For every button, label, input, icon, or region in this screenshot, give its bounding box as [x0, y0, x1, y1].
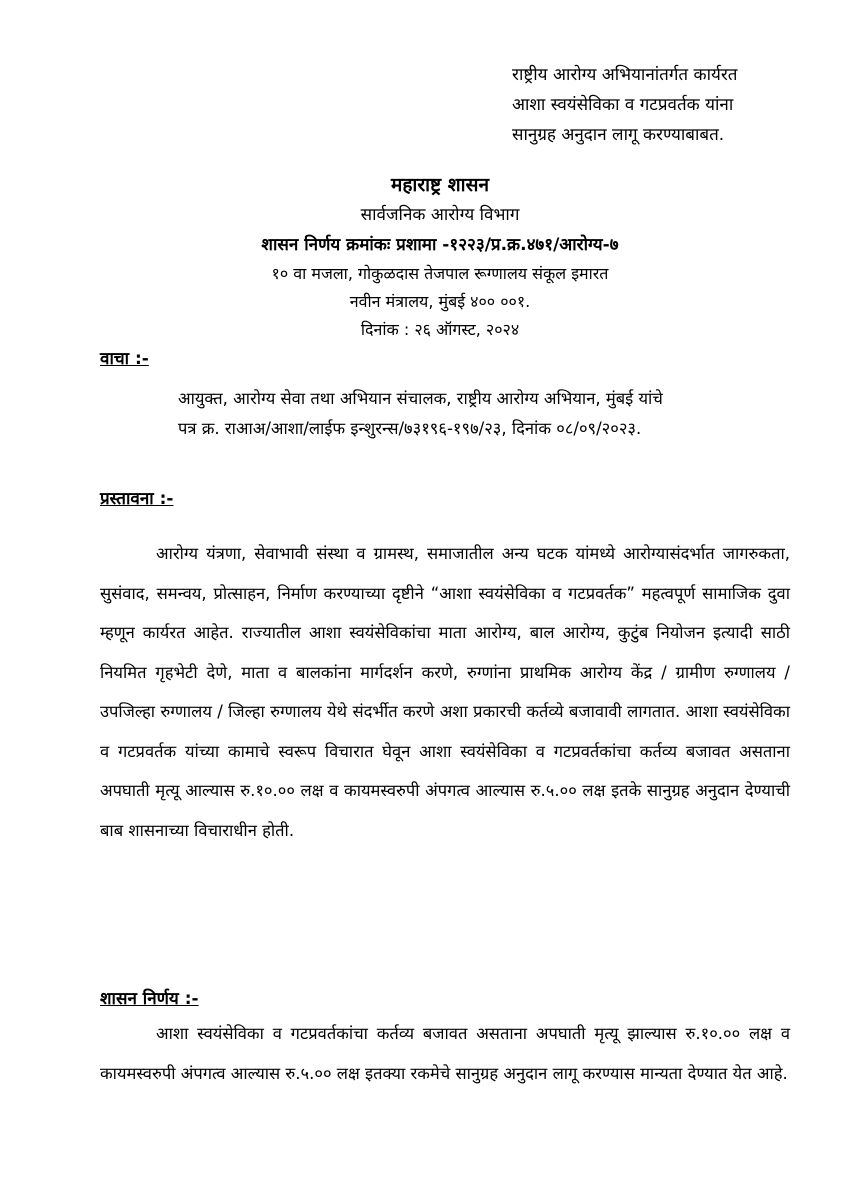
read-reference — [178, 384, 798, 444]
document-date: दिनांक : २६ ऑगस्ट, २०२४ — [360, 320, 520, 339]
gr-number: शासन निर्णय क्रमांकः प्रशामा -१२२३/प्र.क्र.४७१/आरोग्य-७ — [261, 235, 619, 255]
subject-line-3: सानुग्रह अनुदान लागू करण्याबाबत. — [512, 125, 725, 145]
document-header — [130, 170, 750, 344]
preamble-paragraph: आरोग्य यंत्रणा, सेवाभावी संस्था व ग्रामस्थ, समाजातील अन्य घटक यांमध्ये आरोग्यासंदर्भात जागरुकता, सुसंवाद, समन्वय, प्रोत्साहन, निर्माण करण्याच्या दृष्टीने “आशा स्वयंसेविका व गटप्रवर्तक” महत्वपूर्ण सामाजिक दुवा म्हणून कार्यरत आहेत. राज्यातील आशा स्वयंसेविकांचा माता आरोग्य, बाल आरोग्य, कुटुंब नियोजन इत्यादी साठी नियमित गृहभेटी देणे, माता व बालकांना मार्गदर्शन करणे, रुग्णांना प्राथमिक आरोग्य केंद्र / ग्रामीण रुग्णालय / उपजिल्हा रुग्णालय / जिल्हा रुग्णालय येथे संदर्भीत करणे अशा प्रकारची कर्तव्ये बजावावी लागतात. आशा स्वयंसेविका व गटप्रवर्तक यांच्या कामाचे स्वरूप विचारात घेवून आशा स्वयंसेविका व गटप्रवर्तकांचा कर्तव्य बजावत असताना अपघाती मृत्यू आल्यास रु.१०.०० लक्ष व कायमस्वरुपी अंपगत्व आल्यास रु.५.०० लक्ष इतके सानुग्रह अनुदान देण्याची बाब शासनाच्या विचाराधीन होती. — [100, 544, 790, 840]
read-heading: वाचा :- — [100, 349, 149, 369]
department-name: सार्वजनिक आरोग्य विभाग — [360, 205, 520, 225]
government-name: महाराष्ट्र शासन — [390, 174, 489, 196]
preamble-heading: प्रस्तावना :- — [100, 489, 174, 509]
read-line-2: पत्र क्र. राआअ/आशा/लाईफ इन्शुरन्स/७३१९६-१९७/२३, दिनांक ०८/०९/२०२३. — [178, 419, 642, 438]
subject-line-1: राष्ट्रीय आरोग्य अभियानांतर्गत कार्यरत — [512, 65, 738, 85]
read-line-1: आयुक्त, आरोग्य सेवा तथा अभियान संचालक, राष्ट्रीय आरोग्य अभियान, मुंबई यांचे — [178, 389, 663, 408]
address-line-2: नवीन मंत्रालय, मुंबई ४०० ००१. — [349, 292, 531, 311]
decision-paragraph: आशा स्वयंसेविका व गटप्रवर्तकांचा कर्तव्य बजावत असताना अपघाती मृत्यू झाल्यास रु.१०.०० लक्ष व कायमस्वरुपी अंपगत्व आल्यास रु.५.०० लक्ष इतक्या रकमेचे सानुग्रह अनुदान लागू करण्यास मान्यता देण्यात येत आहे. — [100, 1024, 790, 1083]
subject-line-2: आशा स्वयंसेविका व गटप्रवर्तक यांना — [512, 95, 734, 115]
decision-heading: शासन निर्णय :- — [100, 989, 199, 1009]
address-line-1: १० वा मजला, गोकुळदास तेजपाल रूग्णालय संकूल इमारत — [271, 264, 609, 283]
subject-block — [512, 60, 832, 150]
